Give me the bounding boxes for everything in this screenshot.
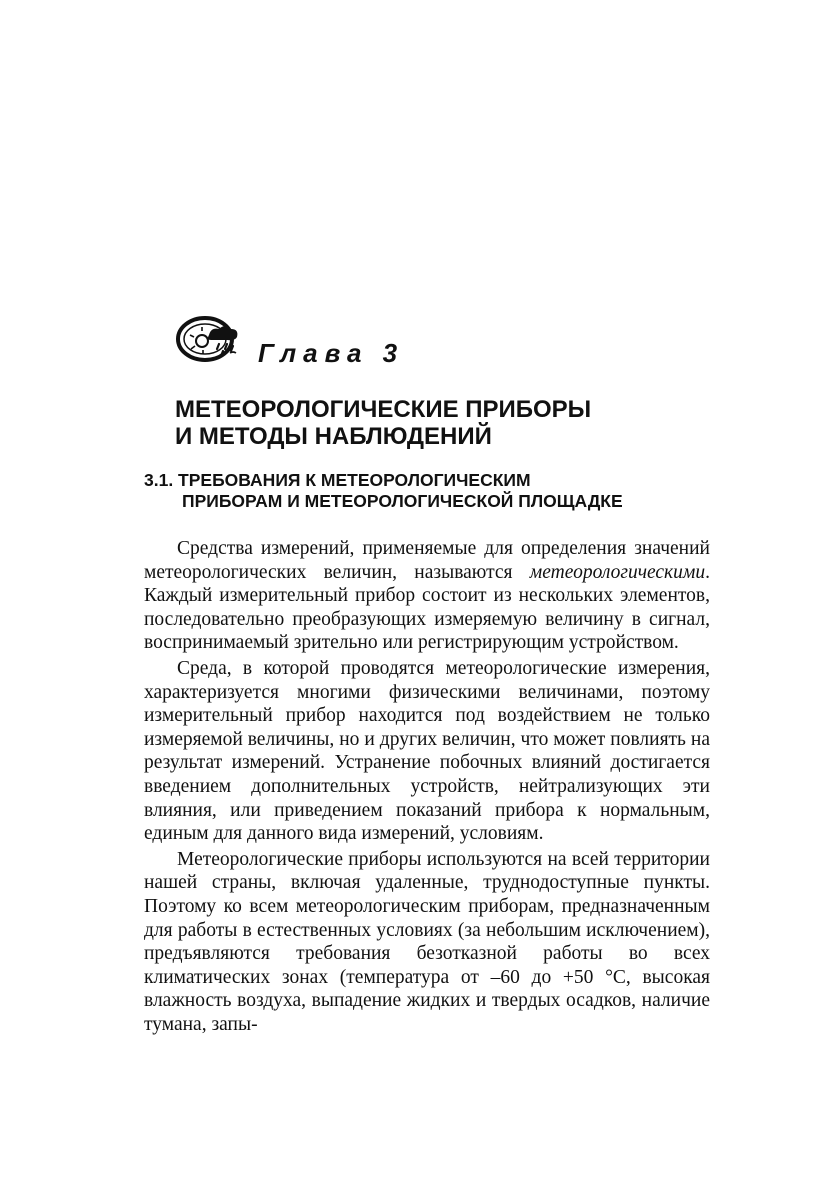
section-title-line2: ПРИБОРАМ И МЕТЕОРОЛОГИЧЕСКОЙ ПЛОЩАДКЕ bbox=[182, 491, 623, 511]
paragraph-1-emphasis: метеорологическими bbox=[529, 561, 706, 583]
section-title-line1: 3.1. ТРЕБОВАНИЯ К МЕТЕОРОЛОГИЧЕСКИМ bbox=[144, 470, 531, 490]
body-text bbox=[144, 537, 710, 1038]
chapter-label: Глава 3 bbox=[258, 338, 405, 368]
paragraph-2: Среда, в которой проводятся метеорологические измерения, характеризуется многими физическими величинами, поэтому измерительный прибор находится под воздействием не только измеряемой величины, но и других величин, что может повлиять на результат измерений. Устранение побочных влияний достигается введением дополнительных устройств, нейтрализующих эти влияния, или приведением показаний прибора к нормальным, единым для данного вида измерений, условиям. bbox=[144, 657, 710, 845]
section-title bbox=[144, 470, 724, 512]
chapter-title bbox=[175, 396, 735, 450]
paragraph-3: Метеорологические приборы используются на всей территории нашей страны, включая удаленные, труднодоступные пункты. Поэтому ко всем метеорологическим приборам, предназначенным для работы в естественных условиях (за небольшим исключением), предъявляются требования безотказной работы во всех климатических зонах (температура от –60 до +50 °С, высокая влажность воздуха, выпадение жидких и твердых осадков, наличие тумана, запы- bbox=[144, 848, 710, 1035]
paragraph-1-end: . Каждый измерительный прибор состоит из нескольких элементов, последовательно преобразующих измеряемую величину в сигнал, воспринимаемый зрительно или регистрирующим устройством. bbox=[144, 561, 710, 654]
paragraph-1-start: Средства измерений, применяемые для определения значений метеорологических величин, называются bbox=[144, 538, 710, 583]
weather-cloud-sun-rain-icon bbox=[175, 313, 253, 367]
paragraph-1 bbox=[144, 537, 710, 655]
chapter-title-line2: И МЕТОДЫ НАБЛЮДЕНИЙ bbox=[175, 423, 492, 450]
chapter-title-line1: МЕТЕОРОЛОГИЧЕСКИЕ ПРИБОРЫ bbox=[175, 396, 592, 423]
